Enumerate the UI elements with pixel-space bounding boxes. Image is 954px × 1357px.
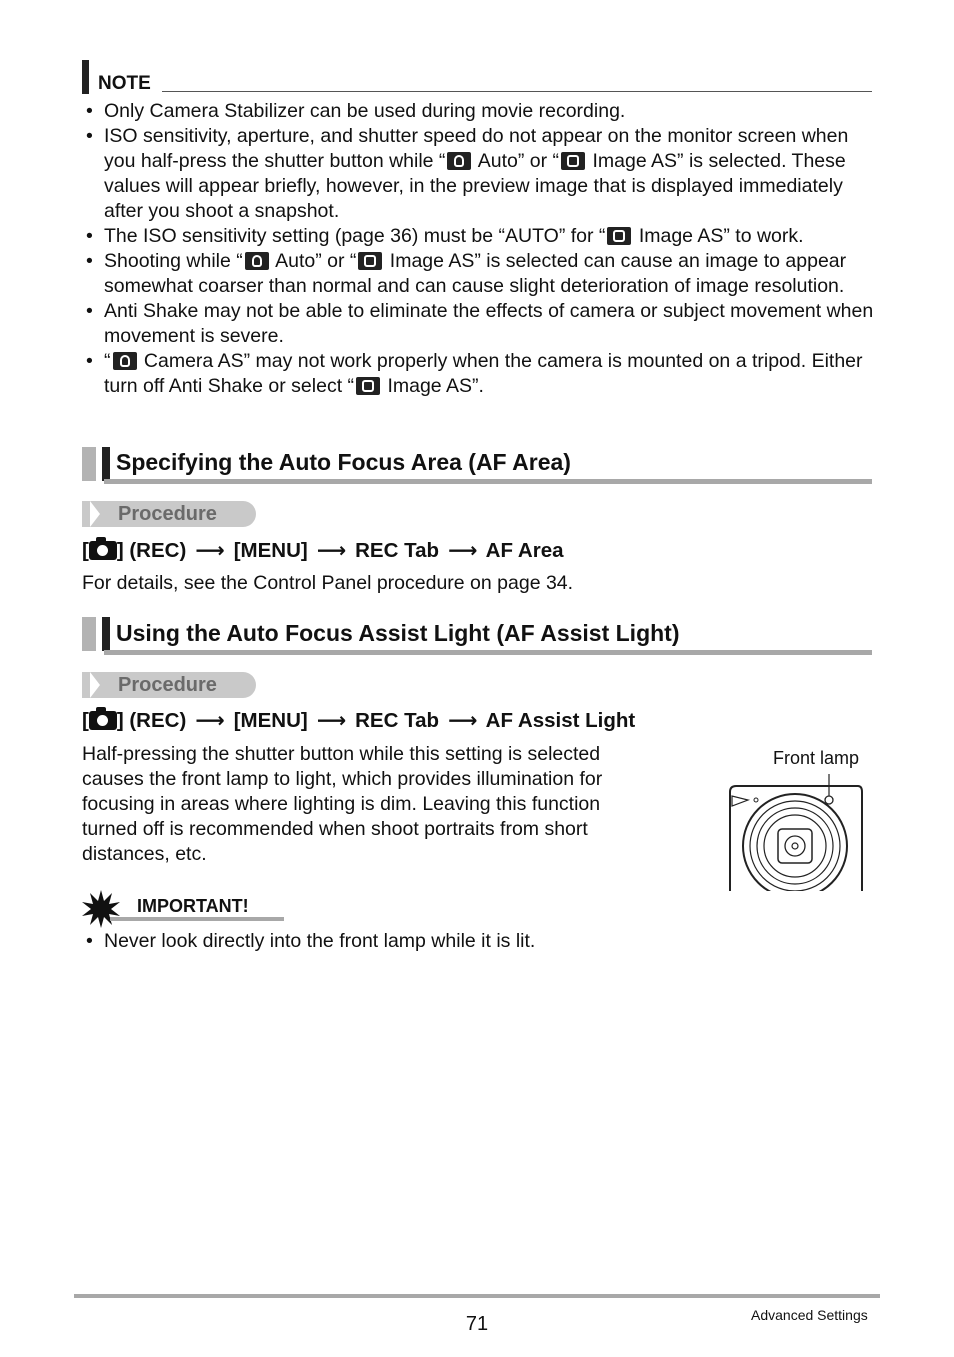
procedure-tab — [82, 672, 256, 698]
note-label: NOTE — [98, 73, 151, 94]
procedure-label: Procedure — [118, 503, 217, 525]
note-bullet-list — [86, 99, 876, 399]
procedure-label: Procedure — [118, 674, 217, 696]
camera-front-illustration — [726, 772, 868, 894]
footer-section-name: Advanced Settings — [751, 1307, 868, 1323]
camera-as-icon — [245, 252, 269, 270]
section-marker — [82, 447, 112, 481]
procedure-tab — [82, 501, 256, 527]
camera-icon — [89, 541, 117, 560]
image-as-icon — [356, 377, 380, 395]
page-number: 71 — [465, 1313, 489, 1335]
arrow-icon: ⟶ — [448, 709, 478, 732]
af-assist-description: Half-pressing the shutter button while this setting is selected causes the front lamp to light, which provides illumination for focusing in areas where lighting is dim. Leaving this function turned off is recommended when shoot portraits from short distances, etc. — [82, 743, 603, 865]
arrow-icon: ⟶ — [316, 539, 347, 562]
note-bullet: • Shooting while “ Auto” or “ Image AS” is selected can cause an image to appear somewhat coarser than normal and can cause slight deterioration of image resolution. — [86, 249, 876, 299]
camera-icon — [89, 711, 117, 730]
note-bullet: • Only Camera Stabilizer can be used during movie recording. — [86, 99, 876, 124]
section-marker — [82, 617, 112, 651]
image-as-icon — [358, 252, 382, 270]
note-bar — [82, 60, 89, 94]
important-label: IMPORTANT! — [137, 896, 249, 916]
important-bullet-list — [86, 929, 876, 954]
arrow-icon: ⟶ — [195, 709, 225, 732]
important-rule — [110, 917, 284, 921]
important-bullet: • Never look directly into the front lamp while it is lit. — [86, 929, 876, 954]
camera-as-icon — [447, 152, 471, 170]
section-title-af-assist-light: Using the Auto Focus Assist Light (AF Assist Light) — [116, 620, 680, 646]
note-bullet: • Anti Shake may not be able to eliminate the effects of camera or subject movement when movement is severe. — [86, 299, 876, 349]
note-rule — [162, 91, 872, 92]
burst-icon — [82, 890, 120, 928]
image-as-icon — [607, 227, 631, 245]
section-title-af-area: Specifying the Auto Focus Area (AF Area) — [116, 449, 571, 475]
footer-rule — [74, 1294, 880, 1298]
menu-path-af-assist-light: [ ] (REC) ⟶ [MENU] ⟶ REC Tab ⟶ AF Assist Light — [82, 709, 636, 732]
camera-as-icon — [113, 352, 137, 370]
note-bullet: • “ Camera AS” may not work properly when the camera is mounted on a tripod. Either turn off Anti Shake or select “ Image AS”. — [86, 349, 876, 399]
arrow-icon: ⟶ — [448, 539, 478, 562]
menu-path-af-area: [ ] (REC) ⟶ [MENU] ⟶ REC Tab ⟶ AF Area — [82, 539, 564, 562]
note-bullet: • The ISO sensitivity setting (page 36) must be “AUTO” for “ Image AS” to work. — [86, 224, 876, 249]
image-as-icon — [561, 152, 585, 170]
arrow-icon: ⟶ — [195, 539, 225, 562]
section-rule — [104, 479, 872, 484]
note-bullet: • ISO sensitivity, aperture, and shutter speed do not appear on the monitor screen when you half-press the shutter button while “ Auto” or “ Image AS” is selected. These values will appear briefly, however, in the preview image that is displayed immediately after you shoot a snapshot. — [86, 124, 876, 224]
arrow-icon: ⟶ — [316, 709, 347, 732]
details-text: For details, see the Control Panel procedure on page 34. — [82, 572, 574, 594]
front-lamp-label: Front lamp — [773, 748, 860, 768]
section-rule — [104, 650, 872, 655]
